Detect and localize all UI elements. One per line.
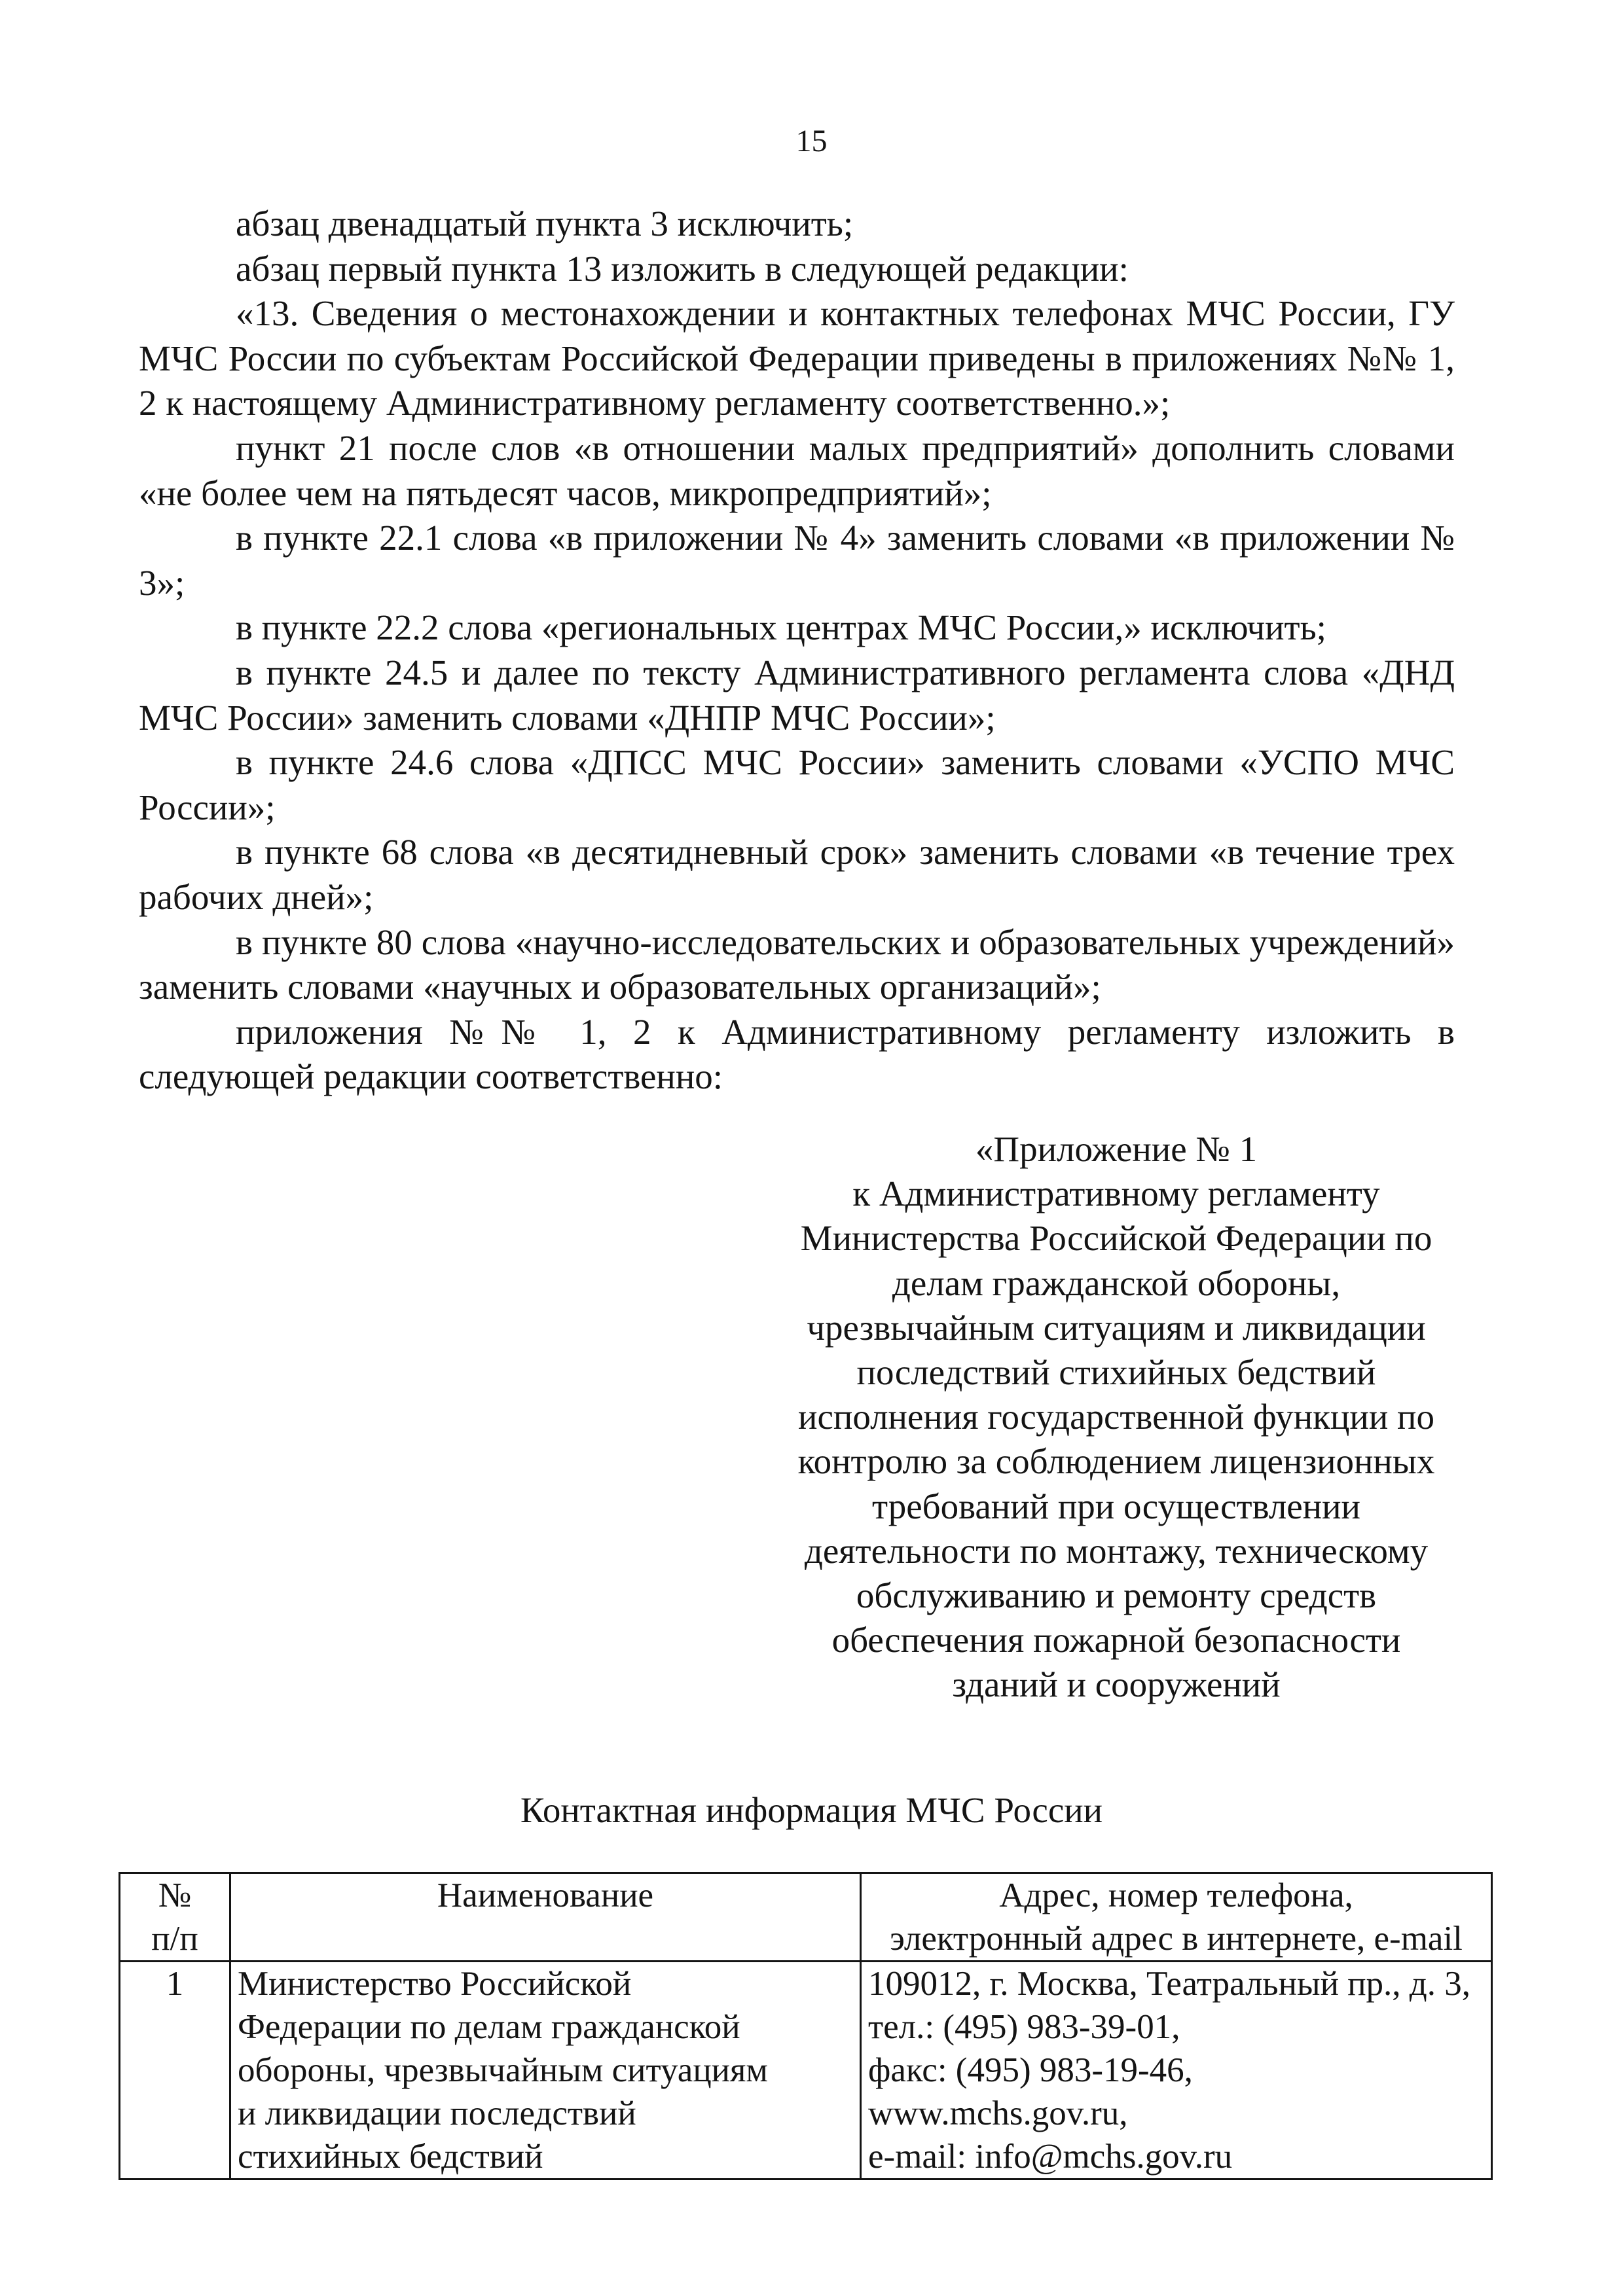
- paragraph: в пункте 24.5 и далее по тексту Административного регламента слова «ДНД МЧС России» заменить словами «ДНПР МЧС России»;: [139, 652, 1455, 738]
- row-number: 1: [166, 1965, 184, 2003]
- paragraph: в пункте 68 слова «в десятидневный срок» заменить словами «в течение трех рабочих дней»;: [139, 832, 1455, 917]
- paragraph: абзац двенадцатый пункта 3 исключить;: [236, 204, 854, 243]
- cell-number: [120, 1962, 230, 2179]
- appendix-line: обслуживанию и ремонту средств: [856, 1575, 1377, 1616]
- paragraph: в пункте 22.1 слова «в приложении № 4» заменить словами «в приложении № 3»;: [139, 518, 1455, 603]
- cell-name: [230, 1962, 861, 2179]
- appendix-line: зданий и сооружений: [952, 1664, 1281, 1705]
- header-number: [120, 1873, 230, 1962]
- paragraph: абзац первый пункта 13 изложить в следующей редакции:: [236, 248, 1129, 289]
- appendix-line: деятельности по монтажу, техническому: [804, 1530, 1429, 1571]
- appendix-heading: [759, 1127, 1473, 1708]
- name-line: Федерации по делам гражданской: [238, 2008, 740, 2046]
- header-address: [861, 1873, 1492, 1962]
- paragraph: в пункте 24.6 слова «ДПСС МЧС России» заменить словами «УСПО МЧС России»;: [139, 742, 1455, 827]
- appendix-line: «Приложение № 1: [975, 1129, 1258, 1169]
- fax-line: факс: (495) 983-19-46,: [868, 2051, 1193, 2089]
- appendix-line: обеспечения пожарной безопасности: [831, 1620, 1401, 1660]
- appendix-line: чрезвычайным ситуациям и ликвидации: [807, 1307, 1426, 1348]
- appendix-line: требований при осуществлении: [872, 1486, 1360, 1526]
- website-line: www.mchs.gov.ru,: [868, 2094, 1128, 2132]
- contacts-table: [119, 1872, 1493, 2180]
- name-line: и ликвидации последствий: [238, 2094, 636, 2132]
- table-title: Контактная информация МЧС России: [520, 1790, 1103, 1830]
- name-line: стихийных бедствий: [238, 2138, 543, 2176]
- phone-line: тел.: (495) 983-39-01,: [868, 2008, 1180, 2046]
- header-text: №: [158, 1876, 192, 1914]
- name-line: обороны, чрезвычайным ситуациям: [238, 2051, 768, 2089]
- name-line: Министерство Российской: [238, 1965, 632, 2003]
- header-text: п/п: [151, 1920, 198, 1958]
- paragraph: в пункте 22.2 слова «региональных центрах МЧС России,» исключить;: [236, 607, 1326, 648]
- paragraph: «13. Сведения о местонахождении и контактных телефонах МЧС России, ГУ МЧС России по субъектам Российской Федерации приведены в приложениях №№ 1, 2 к настоящему Административному регламенту соответственно.»;: [139, 293, 1455, 423]
- header-text: Адрес, номер телефона,: [999, 1876, 1353, 1914]
- paragraph: пункт 21 после слов «в отношении малых предприятий» дополнить словами «не более чем на пятьдесят часов, микропредприятий»;: [139, 427, 1455, 513]
- appendix-line: делам гражданской обороны,: [892, 1263, 1341, 1303]
- page-number: 15: [795, 124, 828, 158]
- header-text: Наименование: [437, 1876, 654, 1914]
- table-row: [120, 1962, 1492, 2179]
- appendix-line: Министерства Российской Федерации по: [800, 1218, 1432, 1259]
- table-header-row: [120, 1873, 1492, 1962]
- appendix-line: исполнения государственной функции по: [798, 1397, 1434, 1437]
- header-name: [230, 1873, 861, 1962]
- appendix-line: к Административному регламенту: [852, 1174, 1380, 1214]
- document-body: [139, 202, 1455, 1100]
- header-text: электронный адрес в интернете, e-mail: [890, 1920, 1463, 1958]
- address-line: 109012, г. Москва, Театральный пр., д. 3,: [868, 1965, 1471, 2003]
- cell-address: [861, 1962, 1492, 2179]
- appendix-line: последствий стихийных бедствий: [856, 1352, 1376, 1393]
- email-line: e-mail: info@mchs.gov.ru: [868, 2138, 1233, 2176]
- paragraph: приложения №№ 1, 2 к Административному регламенту изложить в следующей редакции соответственно:: [139, 1011, 1455, 1097]
- appendix-line: контролю за соблюдением лицензионных: [797, 1441, 1435, 1482]
- paragraph: в пункте 80 слова «научно-исследовательских и образовательных учреждений» заменить словами «научных и образовательных организаций»;: [139, 922, 1455, 1007]
